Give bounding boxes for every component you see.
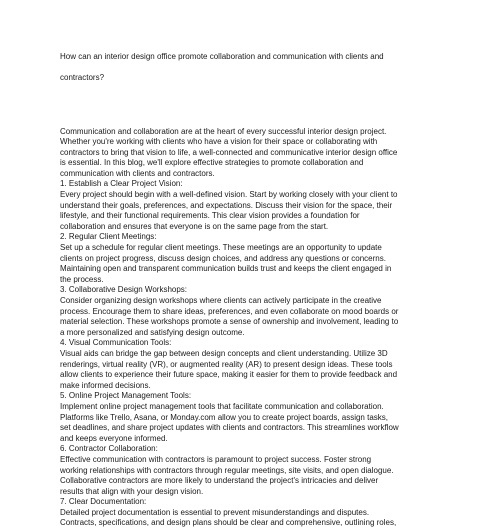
body-line: 3. Collaborative Design Workshops: [60, 285, 480, 296]
question-heading [60, 41, 480, 94]
question-line: contractors? [60, 73, 480, 84]
body-line: 6. Contractor Collaboration: [60, 444, 480, 455]
body-line: a more personalized and satisfying design outcome. [60, 328, 480, 339]
body-line: Communication and collaboration are at the heart of every successful interior design project. [60, 127, 480, 138]
body-line: communication with clients and contractors. [60, 169, 480, 180]
body-line: Implement online project management tools that facilitate communication and collaboration. [60, 402, 480, 413]
body-line: and keeps everyone informed. [60, 434, 480, 445]
body-line: Set up a schedule for regular client meetings. These meetings are an opportunity to update [60, 243, 480, 254]
body-line: 2. Regular Client Meetings: [60, 232, 480, 243]
body-line: Collaborative contractors are more likely to understand the project's intricacies and deliver [60, 476, 480, 487]
body-line: Maintaining open and transparent communication builds trust and keeps the client engaged in [60, 264, 480, 275]
body-line: Every project should begin with a well-defined vision. Start by working closely with your client to [60, 190, 480, 201]
body-line: Consider organizing design workshops where clients can actively participate in the creative [60, 296, 480, 307]
body-line: clients on project progress, discuss design choices, and address any questions or concerns. [60, 254, 480, 265]
body-line: Platforms like Trello, Asana, or Monday.com allow you to create project boards, assign tasks, [60, 413, 480, 424]
body-line: collaboration and ensures that everyone is on the same page from the start. [60, 222, 480, 233]
body-line: Whether you're working with clients who have a vision for their space or collaborating with [60, 137, 480, 148]
body-line: lifestyle, and their functional requirements. This clear vision provides a foundation for [60, 211, 480, 222]
body-line: allow clients to experience their future space, making it easier for them to provide feedback and [60, 370, 480, 381]
body-line: make informed decisions. [60, 381, 480, 392]
body-line: the process. [60, 275, 480, 286]
body-line: 4. Visual Communication Tools: [60, 338, 480, 349]
body-line: is essential. In this blog, we'll explore effective strategies to promote collaboration and [60, 158, 480, 169]
body-line: understand their goals, preferences, and expectations. Discuss their vision for the space, their [60, 201, 480, 212]
body-line: material selection. These workshops promote a sense of ownership and involvement, leading to [60, 317, 480, 328]
document-body [60, 127, 480, 529]
body-line: Visual aids can bridge the gap between design concepts and client understanding. Utilize 3D [60, 349, 480, 360]
body-line: results that align with your design vision. [60, 487, 480, 498]
body-line: renderings, virtual reality (VR), or augmented reality (AR) to present design ideas. These tools [60, 360, 480, 371]
body-line: 7. Clear Documentation: [60, 497, 480, 508]
body-line: 5. Online Project Management Tools: [60, 391, 480, 402]
body-line: working relationships with contractors through regular meetings, site visits, and open dialogue. [60, 466, 480, 477]
body-line: process. Encourage them to share ideas, preferences, and even collaborate on mood boards or [60, 307, 480, 318]
document-page [60, 41, 480, 529]
question-line: How can an interior design office promote collaboration and communication with clients and [60, 52, 480, 63]
body-line: contractors to bring that vision to life, a well-connected and communicative interior design office [60, 148, 480, 159]
body-line: Detailed project documentation is essential to prevent misunderstandings and disputes. [60, 508, 480, 519]
body-line: Effective communication with contractors is paramount to project success. Foster strong [60, 455, 480, 466]
body-line: set deadlines, and share project updates with clients and contractors. This streamlines workflow [60, 423, 480, 434]
body-line: 1. Establish a Clear Project Vision: [60, 179, 480, 190]
body-line: Contracts, specifications, and design plans should be clear and comprehensive, outlining roles, [60, 518, 480, 529]
